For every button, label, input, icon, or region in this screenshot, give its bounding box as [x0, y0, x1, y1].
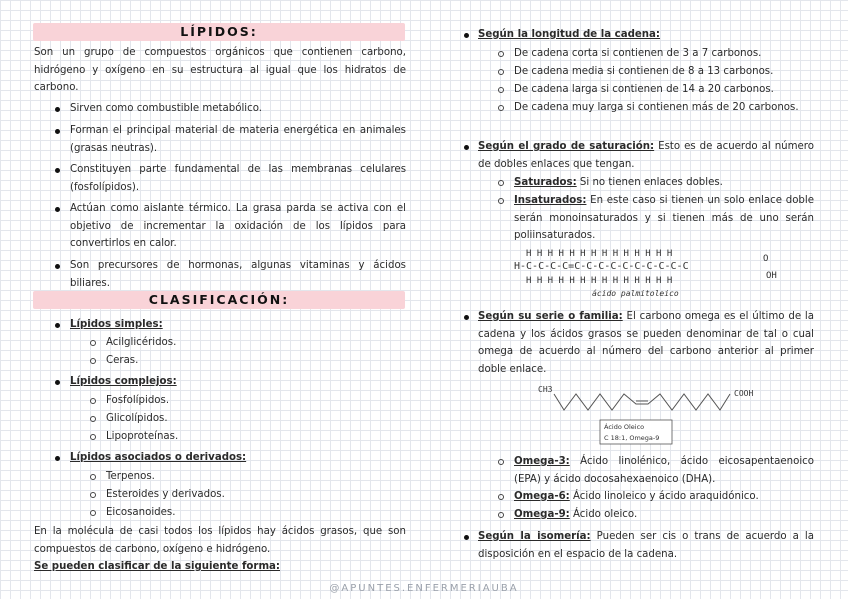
longitud-item: De cadena muy larga si contienen más de 20 carbonos. — [514, 102, 799, 113]
sub-bullet-ring — [498, 51, 504, 57]
sub-bullet-ring — [498, 198, 504, 204]
isomeria-text — [478, 528, 814, 563]
sub-bullet-ring — [90, 340, 96, 346]
sub-bullet-ring — [90, 416, 96, 422]
sub-bullet-ring — [90, 358, 96, 364]
diagram-box-2: C 18:1, Omega-9 — [604, 434, 660, 442]
clasificacion-closing-sub: Se pueden clasificar de la siguiente forma: — [34, 561, 281, 572]
bullet-dot — [55, 323, 60, 328]
longitud-item: De cadena media si contienen de 8 a 13 carbonos. — [514, 66, 774, 77]
saturados-desc: Si no tienen enlaces dobles. — [576, 177, 723, 188]
lipidos-bullet-4: Actúan como aislante térmico. La grasa parda se activa con el objetivo de incrementar la oxidación de los lípidos para convertirlos en calor. — [70, 203, 406, 249]
group-item: Lipoproteínas. — [106, 431, 179, 442]
group-label-simples: Lípidos simples: — [70, 319, 163, 330]
lipidos-bullet-2: Forman el principal material de materia energética en animales (grasas neutras). — [70, 125, 406, 154]
molecule-row-top: H H H H H H H H H H H H H H — [526, 249, 673, 259]
sub-bullet-ring — [498, 69, 504, 75]
molecule-oh: OH — [766, 271, 777, 281]
lipidos-bullet-1: Sirven como combustible metabólico. — [70, 103, 263, 114]
group-item: Fosfolípidos. — [106, 395, 170, 406]
omega9-label: Omega-9: — [514, 509, 570, 520]
saturacion-label: Según el grado de saturación: — [478, 141, 655, 152]
clasificacion-heading: CLASIFICACIÓN: — [33, 291, 405, 309]
sub-bullet-ring — [90, 434, 96, 440]
lipidos-heading: LÍPIDOS: — [33, 23, 405, 41]
group-item: Acilglicéridos. — [106, 337, 177, 348]
group-item: Eicosanoides. — [106, 507, 176, 518]
lipidos-intro: Son un grupo de compuestos orgánicos que contienen carbono, hidrógeno y oxígeno en su estructura al igual que los hidratos de carbono. — [34, 47, 406, 93]
bullet-dot — [55, 380, 60, 385]
insaturados-text — [514, 192, 814, 245]
molecule-row-mid: H-C-C-C-C=C-C-C-C-C-C-C-C-C-C — [514, 261, 689, 272]
footer-handle: @APUNTES.ENFERMERIAUBA — [329, 583, 519, 594]
bullet-dot — [55, 264, 60, 269]
isomeria-label: Según la isomería: — [478, 531, 591, 542]
bullet-dot — [464, 315, 469, 320]
bullet-dot — [55, 207, 60, 212]
lipidos-bullet-5: Son precursores de hormonas, algunas vitaminas y ácidos biliares. — [70, 260, 406, 289]
group-item: Ceras. — [106, 355, 139, 366]
sub-bullet-ring — [498, 494, 504, 500]
bullet-dot — [55, 456, 60, 461]
bullet-dot — [55, 129, 60, 134]
sub-bullet-ring — [498, 459, 504, 465]
omega3-text — [514, 453, 814, 488]
sub-bullet-ring — [498, 180, 504, 186]
diagram-cooh: COOH — [734, 389, 754, 398]
omega-desc: El carbono omega es el último de la cadena y los ácidos grasos se pueden denominar de tal o cual omega de acuerdo al número del carbono anterior al primer doble enlace. — [478, 311, 814, 375]
omega9-text — [514, 506, 814, 524]
omega-text — [478, 308, 814, 378]
bullet-dot — [464, 33, 469, 38]
sub-bullet-ring — [90, 398, 96, 404]
longitud-item: De cadena corta si contienen de 3 a 7 carbonos. — [514, 48, 762, 59]
sub-bullet-ring — [498, 512, 504, 518]
group-item: Terpenos. — [106, 471, 155, 482]
molecule-row-bot: H H H H H H H H H H H H H H — [526, 276, 673, 286]
lipidos-bullet-3: Constituyen parte fundamental de las membranas celulares (fosfolípidos). — [70, 164, 406, 193]
molecule-caption: ácido palmitoleico — [592, 289, 679, 298]
sub-bullet-ring — [90, 474, 96, 480]
omega3-desc: Ácido linolénico, ácido eicosapentaenoico (EPA) y ácido docosahexaenoico (DHA). — [514, 456, 814, 485]
saturacion-text — [478, 138, 814, 173]
saturados-label: Saturados: — [514, 177, 577, 188]
omega-label: Según su serie o familia: — [478, 311, 623, 322]
sub-bullet-ring — [90, 510, 96, 516]
saturacion-desc: Esto es de acuerdo al número de dobles enlaces que tengan. — [478, 141, 814, 170]
saturados-text — [514, 174, 814, 192]
group-label-derivados: Lípidos asociados o derivados: — [70, 452, 247, 463]
bullet-dot — [464, 145, 469, 150]
oleic-chain — [554, 394, 730, 410]
group-item: Esteroides y derivados. — [106, 489, 225, 500]
insaturados-label: Insaturados: — [514, 195, 587, 206]
omega9-desc: Ácido oleico. — [569, 509, 638, 520]
bullet-dot — [464, 535, 469, 540]
isomeria-desc: Pueden ser cis o trans de acuerdo a la disposición en el espacio de la cadena. — [478, 531, 814, 560]
group-item: Glicolípidos. — [106, 413, 168, 424]
diagram-ch3: CH3 — [538, 385, 553, 394]
bullet-dot — [55, 168, 60, 173]
omega6-label: Omega-6: — [514, 491, 570, 502]
molecule-o: O — [763, 254, 769, 264]
omega3-label: Omega-3: — [514, 456, 570, 467]
omega6-desc: Ácido linoleico y ácido araquidónico. — [569, 491, 759, 502]
insaturados-desc: En este caso si tienen un solo enlace doble serán monoinsaturados y si tienen más de uno serán poliinsaturados. — [514, 195, 814, 241]
oleic-acid-diagram — [534, 380, 774, 450]
clasificacion-closing: En la molécula de casi todos los lípidos hay ácidos grasos, que son compuestos de carbono, oxígeno e hidrógeno. — [34, 526, 406, 555]
sub-bullet-ring — [498, 87, 504, 93]
sub-bullet-ring — [90, 492, 96, 498]
bullet-dot — [55, 107, 60, 112]
longitud-item: De cadena larga si contienen de 14 a 20 carbonos. — [514, 84, 774, 95]
omega6-text — [514, 488, 814, 506]
longitud-label: Según la longitud de la cadena: — [478, 29, 660, 40]
group-label-complejos: Lípidos complejos: — [70, 376, 177, 387]
diagram-box-1: Ácido Oleico — [604, 423, 645, 431]
sub-bullet-ring — [498, 105, 504, 111]
